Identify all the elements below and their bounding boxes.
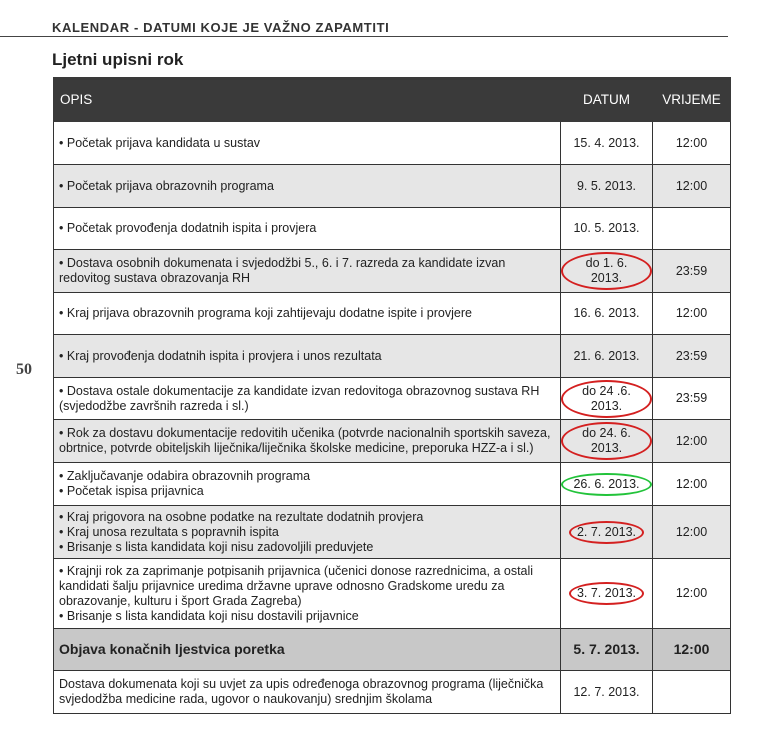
row-time: 23:59 — [653, 250, 731, 293]
row-description — [54, 559, 561, 629]
row-time — [653, 671, 731, 714]
row-time: 12:00 — [653, 463, 731, 506]
date-value-circled: do 24 .6. 2013. — [561, 380, 652, 418]
table-row — [54, 335, 731, 378]
date-value: 15. 4. 2013. — [573, 135, 640, 150]
page-header-title: KALENDAR - DATUMI KOJE JE VAŽNO ZAPAMTITI — [52, 20, 390, 35]
table-row — [54, 420, 731, 463]
row-time: 12:00 — [653, 122, 731, 165]
date-value-circled: do 1. 6. 2013. — [561, 252, 652, 290]
description-line: • Početak ispisa prijavnica — [59, 484, 555, 499]
row-date — [561, 420, 653, 463]
row-date — [561, 293, 653, 335]
table-row — [54, 671, 731, 714]
column-header-datum: DATUM — [561, 78, 653, 122]
description-line: • Kraj unosa rezultata s popravnih ispita — [59, 525, 555, 540]
date-value: 21. 6. 2013. — [573, 348, 640, 363]
row-date — [561, 122, 653, 165]
description-line: • Kraj prigovora na osobne podatke na rezultate dodatnih provjera — [59, 510, 555, 525]
description-line: Dostava dokumenata koji su uvjet za upis određenoga obrazovnog programa (liječnička svjedodžba medicine rada, ugovor o naukovanju) srednjim školama — [59, 677, 544, 706]
description-line: • Zaključavanje odabira obrazovnih programa — [59, 469, 555, 484]
table-row — [54, 463, 731, 506]
table-row — [54, 208, 731, 250]
header-divider — [0, 36, 728, 37]
date-value-circled: 2. 7. 2013. — [569, 521, 644, 544]
column-header-opis: OPIS — [54, 78, 561, 122]
description-line: • Rok za dostavu dokumentacije redovitih učenika (potvrde nacionalnih sportskih saveza, obrtnice, potvrde obiteljskih liječnika/liječnika školske medicine, preporuka HZZ-a i sl.) — [59, 426, 555, 456]
date-value: 5. 7. 2013. — [573, 641, 640, 657]
table-header-row — [54, 78, 731, 122]
date-value-circled: 3. 7. 2013. — [569, 582, 644, 605]
table-row-final — [54, 629, 731, 671]
row-time: 12:00 — [653, 506, 731, 559]
row-description — [54, 378, 561, 420]
row-description — [54, 420, 561, 463]
description-line: • Dostava ostale dokumentacije za kandidate izvan redovitoga obrazovnog sustava RH (svjedodžbe završnih razreda i sl.) — [59, 384, 555, 414]
row-description — [54, 293, 561, 335]
description-line: • Početak prijava kandidata u sustav — [59, 136, 555, 151]
row-time: 23:59 — [653, 378, 731, 420]
table-row — [54, 250, 731, 293]
row-time: 12:00 — [653, 420, 731, 463]
row-date — [561, 629, 653, 671]
description-line: • Početak prijava obrazovnih programa — [59, 179, 555, 194]
row-date — [561, 559, 653, 629]
table-row — [54, 506, 731, 559]
description-line: • Kraj provođenja dodatnih ispita i provjera i unos rezultata — [59, 349, 555, 364]
date-value: 9. 5. 2013. — [576, 178, 637, 193]
date-value: 10. 5. 2013. — [573, 221, 640, 235]
description-line: • Kraj prijava obrazovnih programa koji zahtijevaju dodatne ispite i provjere — [59, 306, 555, 321]
row-date — [561, 671, 653, 714]
row-description — [54, 335, 561, 378]
table-row — [54, 559, 731, 629]
row-description — [54, 671, 561, 714]
date-value: 12. 7. 2013. — [573, 684, 640, 699]
date-value-circled-green: 26. 6. 2013. — [561, 473, 651, 496]
table-row — [54, 378, 731, 420]
column-header-vrijeme: VRIJEME — [653, 78, 731, 122]
row-time: 12:00 — [653, 293, 731, 335]
table-row — [54, 165, 731, 208]
row-date — [561, 506, 653, 559]
row-time — [653, 208, 731, 250]
description-line: • Brisanje s lista kandidata koji nisu dostavili prijavnice — [59, 609, 555, 624]
row-description — [54, 463, 561, 506]
row-date — [561, 250, 653, 293]
row-description — [54, 250, 561, 293]
schedule-table — [53, 77, 731, 714]
row-description — [54, 165, 561, 208]
table-row — [54, 293, 731, 335]
page-number: 50 — [16, 361, 32, 378]
row-time: 12:00 — [653, 629, 731, 671]
row-date — [561, 378, 653, 420]
date-value-circled: do 24. 6. 2013. — [561, 422, 652, 460]
description-line: • Brisanje s lista kandidata koji nisu zadovoljili preduvjete — [59, 540, 555, 555]
row-date — [561, 208, 653, 250]
row-date — [561, 463, 653, 506]
row-time: 12:00 — [653, 559, 731, 629]
description-line: • Krajnji rok za zaprimanje potpisanih prijavnica (učenici donose razrednicima, a ostali kandidati šalju prijavnice uredima državne uprave odnosno Gradskome uredu za obrazovanje, kulturu i šport Grada Zagreba) — [59, 564, 555, 609]
table-row — [54, 122, 731, 165]
date-value: 16. 6. 2013. — [573, 306, 640, 320]
description-line: Objava konačnih ljestvica poretka — [59, 641, 285, 657]
row-time: 12:00 — [653, 165, 731, 208]
section-title: Ljetni upisni rok — [52, 50, 184, 69]
row-description — [54, 629, 561, 671]
description-line: • Dostava osobnih dokumenata i svjedodžbi 5., 6. i 7. razreda za kandidate izvan redovitog sustava obrazovanja RH — [59, 256, 555, 286]
row-description — [54, 506, 561, 559]
row-date — [561, 335, 653, 378]
row-description — [54, 208, 561, 250]
description-line: • Početak provođenja dodatnih ispita i provjera — [59, 221, 555, 236]
row-description — [54, 122, 561, 165]
row-date — [561, 165, 653, 208]
row-time: 23:59 — [653, 335, 731, 378]
